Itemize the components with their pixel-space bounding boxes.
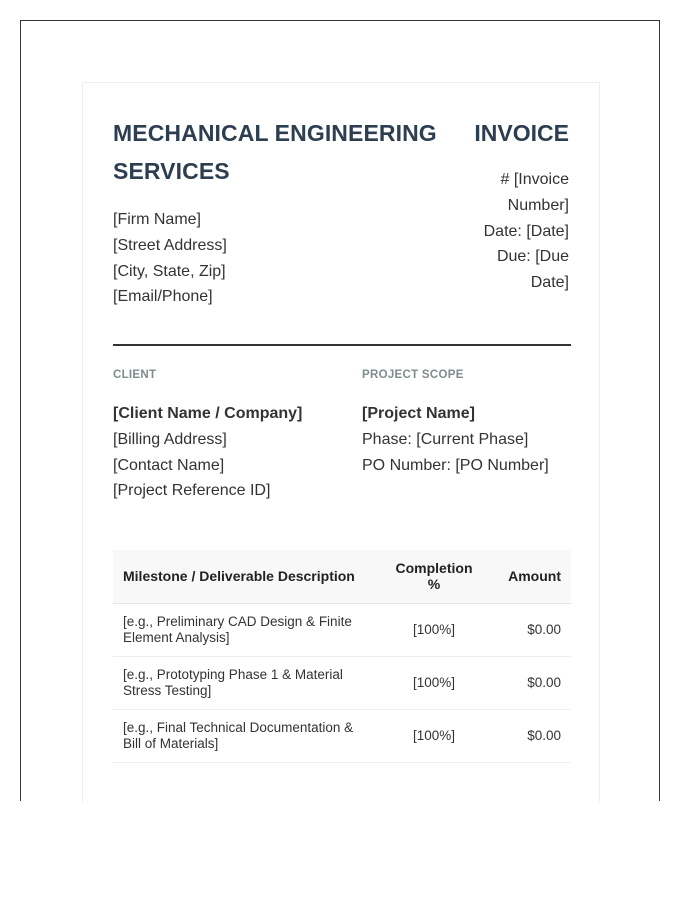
invoice-title: INVOICE [474, 120, 569, 146]
client-block [113, 401, 302, 504]
row-description: [e.g., Preliminary CAD Design & Finite Element Analysis] [113, 603, 383, 656]
project-scope-label: PROJECT SCOPE [362, 369, 464, 381]
invoice-card [82, 82, 600, 802]
row-description: [e.g., Final Technical Documentation & Bill of Materials] [113, 709, 383, 762]
header-divider [113, 344, 571, 346]
header-completion: Completion % [383, 550, 485, 603]
row-completion: [100%] [383, 656, 485, 709]
invoice-number: # [Invoice Number] [500, 171, 569, 214]
client-name: [Client Name / Company] [113, 405, 303, 422]
header-description: Milestone / Deliverable Description [113, 550, 383, 603]
row-amount: $0.00 [485, 709, 571, 762]
table-row [113, 709, 571, 762]
client-billing-address: [Billing Address] [113, 430, 227, 448]
milestone-table [113, 550, 571, 763]
header-amount: Amount [485, 550, 571, 603]
project-name: [Project Name] [362, 405, 475, 422]
firm-email-phone: [Email/Phone] [113, 288, 213, 306]
table-row [113, 603, 571, 656]
table-row [113, 656, 571, 709]
firm-name: [Firm Name] [113, 211, 201, 228]
row-description: [e.g., Prototyping Phase 1 & Material Stress Testing] [113, 656, 383, 709]
client-contact-name: [Contact Name] [113, 456, 225, 474]
invoice-due-date: Due: [Due Date] [496, 248, 569, 292]
firm-city-state-zip: [City, State, Zip] [113, 262, 226, 280]
row-amount: $0.00 [485, 603, 571, 656]
project-phase: Phase: [Current Phase] [362, 430, 529, 448]
table-header-row [113, 550, 571, 603]
firm-details [113, 207, 227, 310]
row-completion: [100%] [383, 709, 485, 762]
invoice-sheet [20, 20, 660, 801]
firm-title: MECHANICAL ENGINEERING SERVICES [113, 120, 437, 184]
invoice-meta [459, 167, 569, 296]
client-project-reference: [Project Reference ID] [113, 482, 271, 500]
project-scope-block [362, 401, 549, 478]
invoice-date: Date: [Date] [483, 222, 569, 240]
row-completion: [100%] [383, 603, 485, 656]
row-amount: $0.00 [485, 656, 571, 709]
po-number: PO Number: [PO Number] [362, 456, 549, 474]
firm-street-address: [Street Address] [113, 236, 227, 254]
client-label: CLIENT [113, 369, 157, 381]
